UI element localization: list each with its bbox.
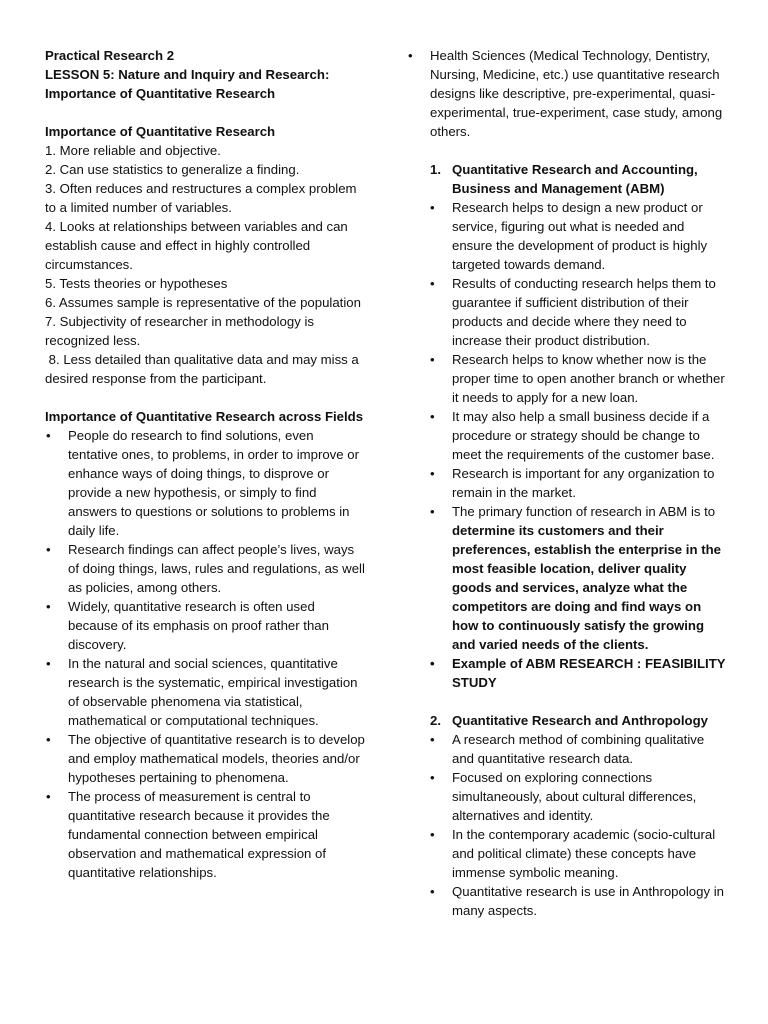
section-anthropology-heading xyxy=(407,711,727,730)
anthropology-bullet-list xyxy=(407,730,727,920)
lesson-subtitle: Importance of Quantitative Research xyxy=(45,86,276,101)
list-item: • Focused on exploring connections simultaneously, about cultural differences, alternatives and identity. xyxy=(407,768,727,825)
importance-item: 8. Less detailed than qualitative data and may miss a desired response from the participant. xyxy=(45,352,363,386)
importance-item: 4. Looks at relationships between variables and can establish cause and effect in highly controlled circumstances. xyxy=(45,219,348,272)
list-item: • It may also help a small business decide if a procedure or strategy should be change to meet the requirements of the customer base. xyxy=(407,407,727,464)
list-item: • In the natural and social sciences, quantitative research is the systematic, empirical investigation of observable phenomena via statistical, mathematical or computational techniques. xyxy=(45,654,367,730)
list-item: • Research helps to design a new product or service, figuring out what is needed and ensure the development of product is highly targeted towards demand. xyxy=(407,198,727,274)
section-abm-heading xyxy=(407,160,727,198)
fields-heading: Importance of Quantitative Research across Fields xyxy=(45,409,364,424)
importance-item: 1. More reliable and objective. xyxy=(45,143,221,158)
health-sciences-bullet: • Health Sciences (Medical Technology, Dentistry, Nursing, Medicine, etc.) use quantitative research designs like descriptive, pre-experimental, quasi-experimental, true-experiment, case study, among others. xyxy=(407,46,727,141)
abm-bullet-list xyxy=(407,198,727,692)
primary-function-item xyxy=(407,502,727,654)
section-number: 1. xyxy=(430,162,441,177)
importance-heading: Importance of Quantitative Research xyxy=(45,124,276,139)
list-item: • Research is important for any organization to remain in the market. xyxy=(407,464,727,502)
abm-example-item: • Example of ABM RESEARCH : FEASIBILITY STUDY xyxy=(407,654,727,692)
section-number: 2. xyxy=(430,713,441,728)
list-item: • Quantitative research is use in Anthropology in many aspects. xyxy=(407,882,727,920)
lesson-title: LESSON 5: Nature and Inquiry and Research: xyxy=(45,67,330,82)
primary-function-bold: determine its customers and their preferences, establish the enterprise in the most feasible location, deliver quality goods and services, analyze what the competitors are doing and find ways on how to continuously satisfy the growing and varied needs of the clients. xyxy=(452,523,721,652)
list-item: • Results of conducting research helps them to guarantee if sufficient distribution of their products and decide where they need to increase their product distribution. xyxy=(407,274,727,350)
list-item: • In the contemporary academic (socio-cultural and political climate) these concepts have immense symbolic meaning. xyxy=(407,825,727,882)
list-item: • A research method of combining qualitative and quantitative research data. xyxy=(407,730,727,768)
section-title: Quantitative Research and Accounting, Business and Management (ABM) xyxy=(452,162,698,196)
primary-function-prefix: The primary function of research in ABM is to xyxy=(452,504,716,519)
health-bullet-list xyxy=(407,46,727,141)
importance-item: 5. Tests theories or hypotheses xyxy=(45,276,228,291)
list-item: • The process of measurement is central to quantitative research because it provides the fundamental connection between empirical observation and mathematical expression of quantitative relationships. xyxy=(45,787,367,882)
importance-item: 7. Subjectivity of researcher in methodology is recognized less. xyxy=(45,314,315,348)
importance-item: 2. Can use statistics to generalize a finding. xyxy=(45,162,300,177)
fields-bullet-list xyxy=(45,426,367,882)
subject-title: Practical Research 2 xyxy=(45,48,175,63)
list-item: • Research findings can affect people’s lives, ways of doing things, laws, rules and regulations, as well as policies, among others. xyxy=(45,540,367,597)
right-column xyxy=(407,46,727,920)
list-item: • Widely, quantitative research is often used because of its emphasis on proof rather than discovery. xyxy=(45,597,367,654)
importance-item: 3. Often reduces and restructures a complex problem to a limited number of variables. xyxy=(45,181,357,215)
list-item: • Research helps to know whether now is the proper time to open another branch or whether it needs to apply for a new loan. xyxy=(407,350,727,407)
section-title: Quantitative Research and Anthropology xyxy=(452,713,708,728)
list-item: • People do research to find solutions, even tentative ones, to problems, in order to improve or enhance ways of doing things, to disprove or provide a new hypothesis, or simply to find answers to questions or solutions to problems in daily life. xyxy=(45,426,367,540)
importance-item: 6. Assumes sample is representative of the population xyxy=(45,295,361,310)
left-column xyxy=(45,46,367,882)
list-item: • The objective of quantitative research is to develop and employ mathematical models, theories and/or hypotheses pertaining to phenomena. xyxy=(45,730,367,787)
